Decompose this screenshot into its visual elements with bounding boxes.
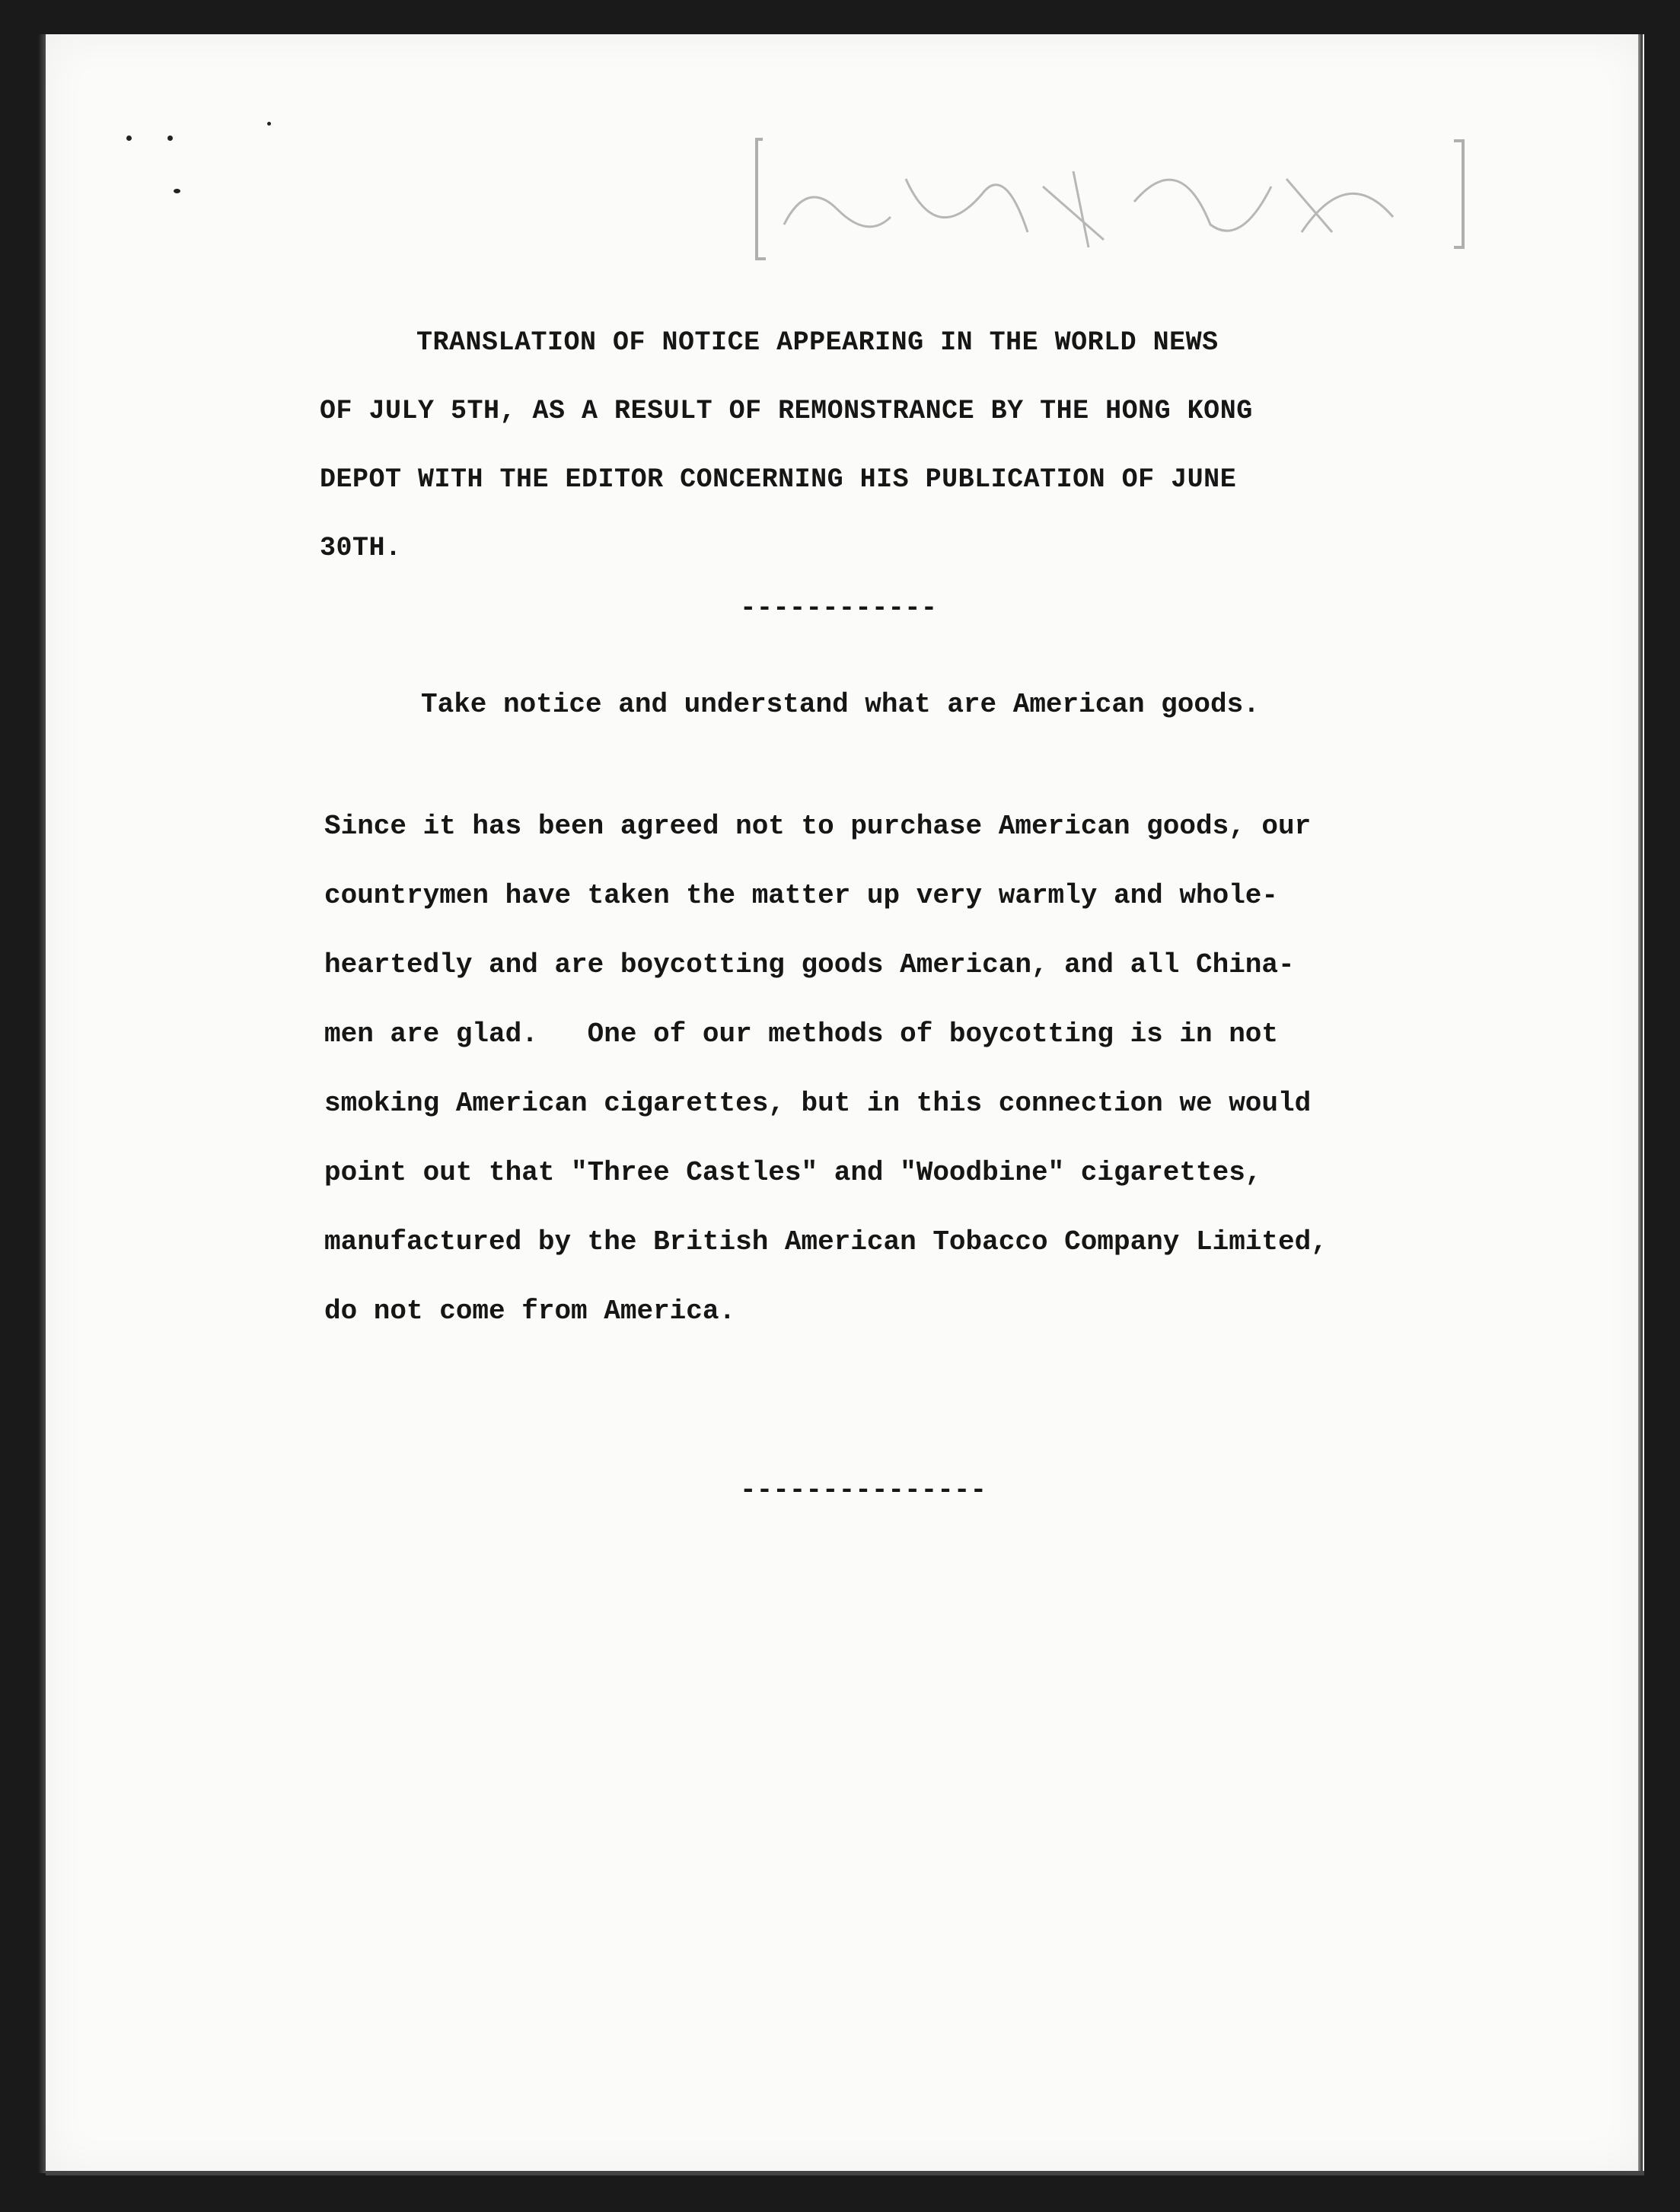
notice-body xyxy=(324,792,1542,1346)
scan-speck xyxy=(167,135,173,141)
body-line: men are glad. One of our methods of boycotting is in not xyxy=(324,1018,1279,1050)
body-line: do not come from America. xyxy=(324,1296,736,1327)
body-line: smoking American cigarettes, but in this connection we would xyxy=(324,1088,1312,1119)
scan-right-edge xyxy=(1638,34,1643,2173)
notice-intro: Take notice and understand what are American goods. xyxy=(421,689,1260,720)
body-line: heartedly and are boycotting goods American, and all China- xyxy=(324,949,1295,980)
body-line: Since it has been agreed not to purchase American goods, our xyxy=(324,811,1312,842)
heading-line: TRANSLATION OF NOTICE APPEARING IN THE WORLD NEWS xyxy=(416,327,1219,358)
handwritten-annotation xyxy=(754,133,1469,270)
heading-line: DEPOT WITH THE EDITOR CONCERNING HIS PUBLICATION OF JUNE xyxy=(320,464,1237,495)
separator-line: --------------- xyxy=(740,1474,987,1506)
body-line: countrymen have taken the matter up very warmly and whole- xyxy=(324,880,1279,911)
scan-bottom-edge xyxy=(46,2171,1644,2175)
scan-speck xyxy=(267,122,271,126)
body-line: point out that "Three Castles" and "Woodbine" cigarettes, xyxy=(324,1157,1262,1188)
heading-line: 30TH. xyxy=(320,533,402,563)
separator-line: ------------ xyxy=(740,592,938,623)
scan-speck xyxy=(126,135,132,141)
body-line: manufactured by the British American Tobacco Company Limited, xyxy=(324,1226,1328,1257)
scan-speck xyxy=(174,189,180,193)
notice-heading xyxy=(320,308,1538,582)
heading-line: OF JULY 5TH, AS A RESULT OF REMONSTRANCE BY THE HONG KONG xyxy=(320,396,1253,426)
